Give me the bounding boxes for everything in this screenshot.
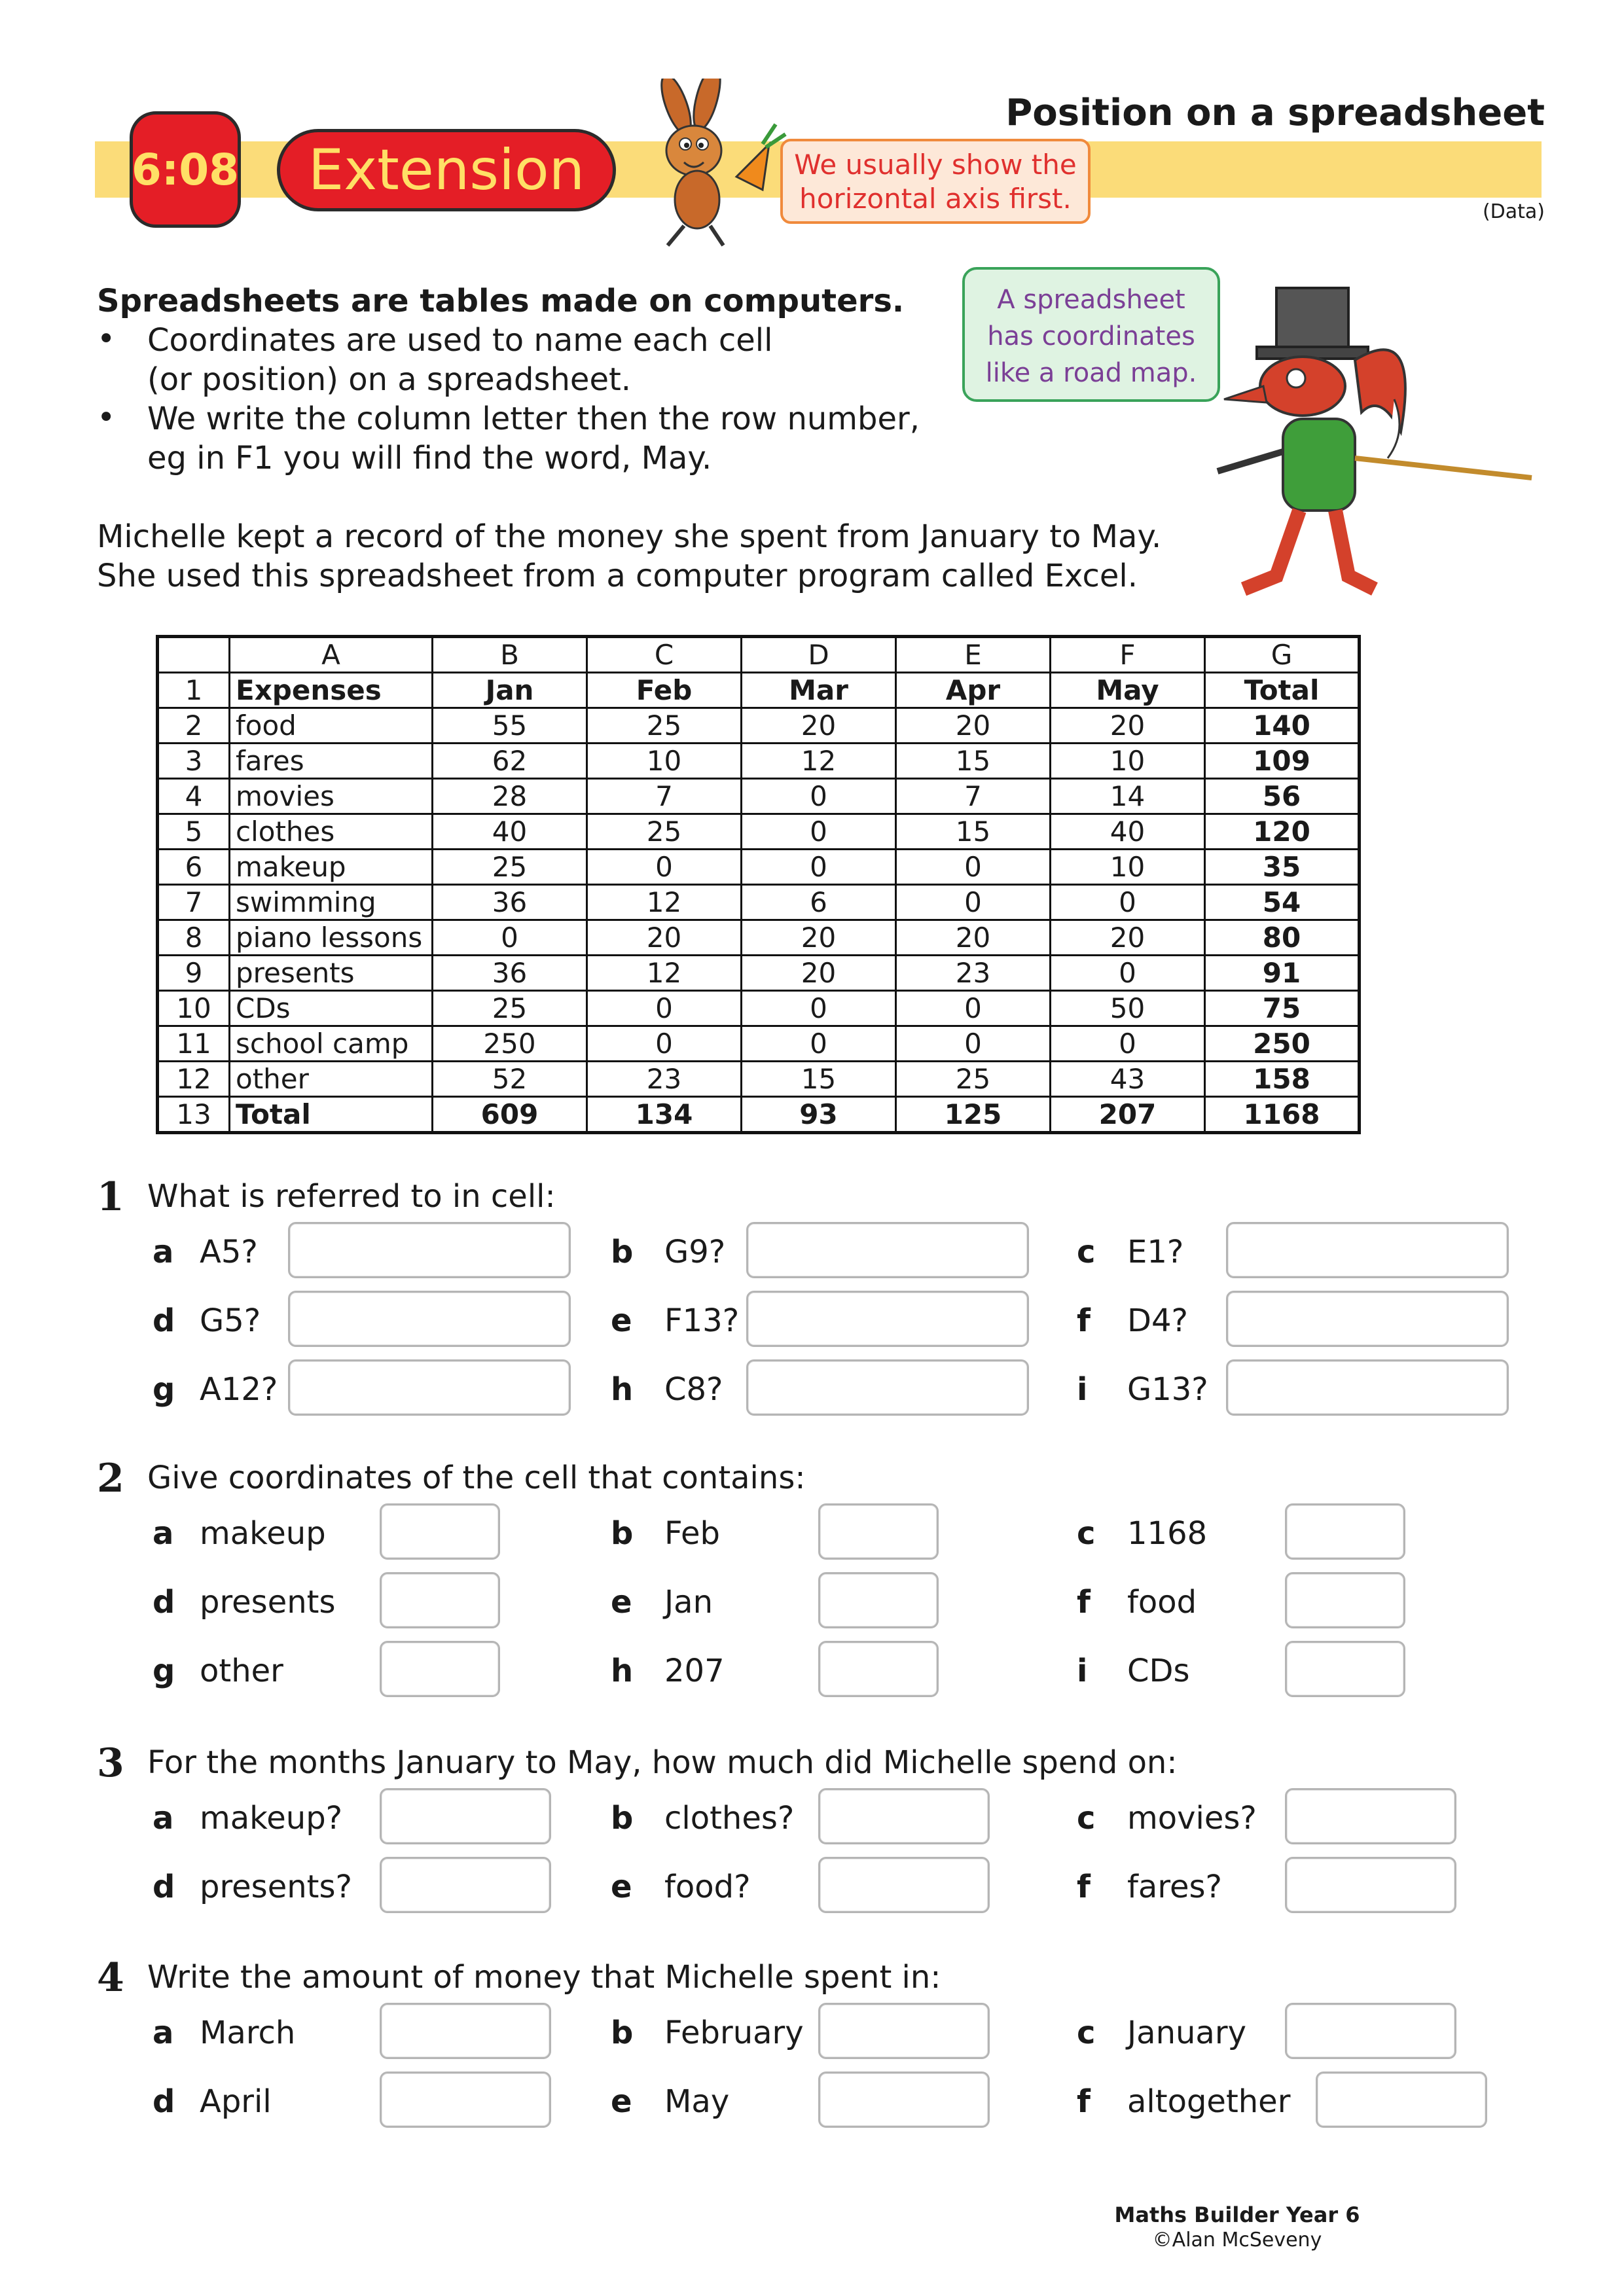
spreadsheet-cell: 0: [587, 991, 742, 1026]
question-part-letter: b: [611, 1800, 634, 1837]
spreadsheet-cell: 36: [433, 956, 587, 991]
column-letter-cell: C: [587, 637, 742, 673]
intro-paragraph-line: Michelle kept a record of the money she spent from January to May.: [97, 518, 1162, 555]
question-part-letter: i: [1077, 1371, 1088, 1408]
spreadsheet-cell: Feb: [587, 673, 742, 708]
spreadsheet-cell: 0: [1051, 885, 1205, 920]
question-part-text: fares?: [1127, 1869, 1223, 1905]
answer-box[interactable]: [818, 1572, 939, 1628]
rabbit-mascot-illustration: [638, 79, 789, 249]
question-text: What is referred to in cell:: [147, 1178, 556, 1215]
spreadsheet-cell: Mar: [742, 673, 896, 708]
answer-box[interactable]: [380, 2003, 551, 2059]
question-part-text: G5?: [200, 1302, 261, 1339]
question-part-letter: b: [611, 1515, 634, 1552]
question-part-letter: f: [1077, 1869, 1091, 1905]
spreadsheet-cell: 20: [587, 920, 742, 956]
spreadsheet-cell: 0: [742, 991, 896, 1026]
footer-author: ©Alan McSeveny: [1152, 2229, 1322, 2251]
question-number: 1: [97, 1174, 124, 1220]
bullet-line: We write the column letter then the row number,: [147, 401, 920, 437]
answer-box[interactable]: [818, 1857, 990, 1913]
question-number: 4: [97, 1955, 124, 2001]
question-part-text: Jan: [664, 1584, 713, 1621]
spreadsheet-cell: 125: [896, 1097, 1051, 1133]
spreadsheet-cell: 7: [896, 779, 1051, 814]
question-part-text: A5?: [200, 1234, 258, 1270]
question-part-letter: e: [611, 2083, 632, 2120]
spreadsheet-cell: 25: [587, 708, 742, 744]
row-number-cell: 8: [158, 920, 230, 956]
spreadsheet-cell: 0: [587, 1026, 742, 1062]
fox-speech-bubble: [962, 267, 1220, 402]
question-part-letter: d: [153, 1302, 175, 1339]
row-number-cell: 5: [158, 814, 230, 850]
spreadsheet-cell: Expenses: [230, 673, 433, 708]
question-part-text: makeup?: [200, 1800, 343, 1837]
spreadsheet-row: [158, 744, 1360, 779]
lesson-number-badge: 6:08: [130, 111, 241, 228]
spreadsheet-cell: school camp: [230, 1026, 433, 1062]
spreadsheet-cell: 12: [742, 744, 896, 779]
spreadsheet-row: [158, 850, 1360, 885]
spreadsheet-cell: Total: [1205, 673, 1360, 708]
spreadsheet-cell: May: [1051, 673, 1205, 708]
spreadsheet-row: [158, 1097, 1360, 1133]
spreadsheet-cell: CDs: [230, 991, 433, 1026]
column-letter-cell: B: [433, 637, 587, 673]
answer-box[interactable]: [288, 1222, 571, 1278]
question-part-letter: d: [153, 1584, 175, 1621]
question-part-text: 1168: [1127, 1515, 1208, 1552]
question-part-letter: f: [1077, 1584, 1091, 1621]
rabbit-speech-line: horizontal axis first.: [799, 183, 1072, 215]
spreadsheet-cell: 12: [587, 885, 742, 920]
spreadsheet-cell: 0: [896, 850, 1051, 885]
spreadsheet-row: [158, 885, 1360, 920]
answer-box[interactable]: [818, 2003, 990, 2059]
question-part-text: April: [200, 2083, 272, 2120]
spreadsheet-table: [156, 635, 1361, 1134]
spreadsheet-row: [158, 956, 1360, 991]
question-part-letter: g: [153, 1371, 175, 1408]
bullet-dot: •: [97, 321, 116, 357]
question-part-letter: h: [611, 1371, 634, 1408]
answer-box[interactable]: [818, 1641, 939, 1697]
spreadsheet-cell: 80: [1205, 920, 1360, 956]
bullet-line: (or position) on a spreadsheet.: [147, 361, 632, 398]
strand-label: (Data): [1482, 200, 1545, 223]
question-part-letter: e: [611, 1584, 632, 1621]
question-part-text: E1?: [1127, 1234, 1184, 1270]
row-number-cell: 1: [158, 673, 230, 708]
spreadsheet-cell: 0: [742, 814, 896, 850]
spreadsheet-cell: 250: [433, 1026, 587, 1062]
footer-book-title: Maths Builder Year 6: [1114, 2202, 1360, 2227]
spreadsheet-cell: Total: [230, 1097, 433, 1133]
answer-box[interactable]: [1285, 1503, 1405, 1560]
spreadsheet-cell: 0: [742, 1026, 896, 1062]
question-part-letter: b: [611, 2015, 634, 2051]
spreadsheet-row: [158, 779, 1360, 814]
spreadsheet-cell: fares: [230, 744, 433, 779]
spreadsheet-cell: 0: [742, 779, 896, 814]
question-part-letter: a: [153, 1800, 174, 1837]
row-number-cell: 7: [158, 885, 230, 920]
spreadsheet-cell: 140: [1205, 708, 1360, 744]
spreadsheet-cell: 52: [433, 1062, 587, 1097]
question-part-text: May: [664, 2083, 730, 2120]
row-number-cell: 13: [158, 1097, 230, 1133]
spreadsheet-cell: 20: [1051, 708, 1205, 744]
spreadsheet-cell: 207: [1051, 1097, 1205, 1133]
question-part-text: D4?: [1127, 1302, 1188, 1339]
column-letter-cell: A: [230, 637, 433, 673]
bullet-dot: •: [97, 399, 116, 436]
spreadsheet-cell: 40: [1051, 814, 1205, 850]
answer-box[interactable]: [746, 1359, 1029, 1416]
question-part-text: CDs: [1127, 1653, 1190, 1689]
question-part-text: G9?: [664, 1234, 726, 1270]
question-part-text: clothes?: [664, 1800, 795, 1837]
intro-paragraph-line: She used this spreadsheet from a computer program called Excel.: [97, 558, 1138, 594]
question-number: 2: [97, 1456, 124, 1501]
question-part-text: other: [200, 1653, 283, 1689]
spreadsheet-cell: 0: [742, 850, 896, 885]
question-part-letter: f: [1077, 1302, 1091, 1339]
answer-box[interactable]: [818, 2072, 990, 2128]
spreadsheet-cell: 0: [1051, 1026, 1205, 1062]
row-number-cell: 11: [158, 1026, 230, 1062]
question-part-letter: e: [611, 1302, 632, 1339]
spreadsheet-cell: 20: [896, 920, 1051, 956]
spreadsheet-cell: 20: [742, 708, 896, 744]
spreadsheet-cell: 20: [742, 956, 896, 991]
answer-box[interactable]: [1226, 1359, 1509, 1416]
question-part-text: presents?: [200, 1869, 352, 1905]
question-part-letter: b: [611, 1234, 634, 1270]
answer-box[interactable]: [818, 1788, 990, 1844]
question-part-text: food: [1127, 1584, 1197, 1621]
answer-box[interactable]: [380, 1788, 551, 1844]
question-part-text: G13?: [1127, 1371, 1208, 1408]
answer-box[interactable]: [1285, 1641, 1405, 1697]
question-part-text: food?: [664, 1869, 751, 1905]
spreadsheet-row: [158, 991, 1360, 1026]
answer-box[interactable]: [818, 1503, 939, 1560]
question-part-text: C8?: [664, 1371, 723, 1408]
answer-box[interactable]: [380, 1857, 551, 1913]
spreadsheet-cell: 56: [1205, 779, 1360, 814]
spreadsheet-cell: 50: [1051, 991, 1205, 1026]
column-letter-cell: D: [742, 637, 896, 673]
spreadsheet-cell: 40: [433, 814, 587, 850]
spreadsheet-cell: makeup: [230, 850, 433, 885]
bullet-line: Coordinates are used to name each cell: [147, 322, 773, 359]
question-part-letter: e: [611, 1869, 632, 1905]
spreadsheet-cell: 7: [587, 779, 742, 814]
spreadsheet-cell: 91: [1205, 956, 1360, 991]
spreadsheet-cell: 134: [587, 1097, 742, 1133]
spreadsheet-cell: other: [230, 1062, 433, 1097]
spreadsheet-cell: 43: [1051, 1062, 1205, 1097]
spreadsheet-cell: piano lessons: [230, 920, 433, 956]
spreadsheet-cell: 35: [1205, 850, 1360, 885]
question-text: Write the amount of money that Michelle spent in:: [147, 1959, 941, 1996]
spreadsheet-cell: Apr: [896, 673, 1051, 708]
spreadsheet-cell: 12: [587, 956, 742, 991]
question-part-text: March: [200, 2015, 296, 2051]
question-text: For the months January to May, how much did Michelle spend on:: [147, 1744, 1178, 1781]
spreadsheet-cell: 6: [742, 885, 896, 920]
spreadsheet-cell: 25: [433, 991, 587, 1026]
answer-box[interactable]: [746, 1222, 1029, 1278]
question-part-text: movies?: [1127, 1800, 1257, 1837]
spreadsheet-cell: 0: [896, 991, 1051, 1026]
intro-heading: Spreadsheets are tables made on computers.: [97, 283, 905, 319]
spreadsheet-cell: 20: [1051, 920, 1205, 956]
extension-label: Extension: [277, 129, 616, 211]
spreadsheet-cell: 25: [896, 1062, 1051, 1097]
fox-speech-line: A spreadsheet: [997, 285, 1185, 315]
row-number-cell: 3: [158, 744, 230, 779]
question-part-letter: a: [153, 2015, 174, 2051]
column-letter-cell: [158, 637, 230, 673]
question-part-letter: i: [1077, 1653, 1088, 1689]
column-letter-row: [158, 637, 1360, 673]
spreadsheet-cell: 250: [1205, 1026, 1360, 1062]
spreadsheet-cell: food: [230, 708, 433, 744]
spreadsheet-cell: 14: [1051, 779, 1205, 814]
question-part-text: F13?: [664, 1302, 740, 1339]
spreadsheet-cell: 0: [896, 1026, 1051, 1062]
column-letter-cell: F: [1051, 637, 1205, 673]
spreadsheet-cell: clothes: [230, 814, 433, 850]
question-number: 3: [97, 1740, 124, 1786]
answer-box[interactable]: [380, 2072, 551, 2128]
spreadsheet-cell: 20: [896, 708, 1051, 744]
spreadsheet-cell: 23: [587, 1062, 742, 1097]
spreadsheet-cell: presents: [230, 956, 433, 991]
spreadsheet-cell: 10: [587, 744, 742, 779]
spreadsheet-row: [158, 708, 1360, 744]
spreadsheet-row: [158, 673, 1360, 708]
spreadsheet-cell: 0: [433, 920, 587, 956]
question-part-letter: c: [1077, 1515, 1096, 1552]
spreadsheet-cell: 10: [1051, 744, 1205, 779]
spreadsheet-cell: 23: [896, 956, 1051, 991]
row-number-cell: 9: [158, 956, 230, 991]
answer-box[interactable]: [1316, 2072, 1487, 2128]
question-part-text: altogether: [1127, 2083, 1291, 2120]
column-letter-cell: G: [1205, 637, 1360, 673]
spreadsheet-cell: 93: [742, 1097, 896, 1133]
answer-box[interactable]: [1226, 1222, 1509, 1278]
spreadsheet-cell: 0: [896, 885, 1051, 920]
spreadsheet-cell: 15: [896, 744, 1051, 779]
fox-speech-line: like a road map.: [985, 358, 1197, 388]
answer-box[interactable]: [746, 1291, 1029, 1347]
row-number-cell: 4: [158, 779, 230, 814]
spreadsheet-cell: 0: [1051, 956, 1205, 991]
row-number-cell: 12: [158, 1062, 230, 1097]
question-part-text: January: [1127, 2015, 1246, 2051]
spreadsheet-cell: 25: [433, 850, 587, 885]
fox-speech-line: has coordinates: [987, 321, 1195, 351]
spreadsheet-cell: 15: [742, 1062, 896, 1097]
spreadsheet-cell: 75: [1205, 991, 1360, 1026]
answer-box[interactable]: [380, 1641, 500, 1697]
row-number-cell: 6: [158, 850, 230, 885]
question-part-letter: c: [1077, 1800, 1096, 1837]
rabbit-speech-line: We usually show the: [794, 149, 1077, 181]
answer-box[interactable]: [1285, 1857, 1456, 1913]
answer-box[interactable]: [1285, 1788, 1456, 1844]
question-part-text: February: [664, 2015, 804, 2051]
answer-box[interactable]: [1285, 2003, 1456, 2059]
question-part-letter: g: [153, 1653, 175, 1689]
spreadsheet-cell: 10: [1051, 850, 1205, 885]
question-part-text: Feb: [664, 1515, 720, 1552]
rabbit-speech-bubble: [780, 139, 1091, 224]
spreadsheet-cell: 28: [433, 779, 587, 814]
question-text: Give coordinates of the cell that contains:: [147, 1460, 806, 1496]
question-part-letter: d: [153, 2083, 175, 2120]
spreadsheet-cell: 25: [587, 814, 742, 850]
question-part-letter: a: [153, 1515, 174, 1552]
answer-box[interactable]: [288, 1291, 571, 1347]
question-part-text: A12?: [200, 1371, 278, 1408]
question-part-text: makeup: [200, 1515, 326, 1552]
spreadsheet-cell: 1168: [1205, 1097, 1360, 1133]
spreadsheet-cell: movies: [230, 779, 433, 814]
spreadsheet-cell: Jan: [433, 673, 587, 708]
answer-box[interactable]: [380, 1503, 500, 1560]
spreadsheet-cell: 54: [1205, 885, 1360, 920]
answer-box[interactable]: [1285, 1572, 1405, 1628]
spreadsheet-row: [158, 1062, 1360, 1097]
spreadsheet-cell: swimming: [230, 885, 433, 920]
question-part-letter: h: [611, 1653, 634, 1689]
spreadsheet-cell: 0: [587, 850, 742, 885]
spreadsheet-row: [158, 1026, 1360, 1062]
question-part-letter: c: [1077, 2015, 1096, 2051]
spreadsheet-cell: 20: [742, 920, 896, 956]
spreadsheet-cell: 36: [433, 885, 587, 920]
row-number-cell: 2: [158, 708, 230, 744]
page-title: Position on a spreadsheet: [1005, 92, 1545, 134]
spreadsheet-cell: 609: [433, 1097, 587, 1133]
question-part-letter: d: [153, 1869, 175, 1905]
answer-box[interactable]: [288, 1359, 571, 1416]
spreadsheet-cell: 15: [896, 814, 1051, 850]
question-part-text: presents: [200, 1584, 336, 1621]
fox-mascot-illustration: [1204, 262, 1545, 609]
bullet-line: eg in F1 you will find the word, May.: [147, 440, 712, 476]
spreadsheet-row: [158, 920, 1360, 956]
column-letter-cell: E: [896, 637, 1051, 673]
answer-box[interactable]: [1226, 1291, 1509, 1347]
spreadsheet-row: [158, 814, 1360, 850]
spreadsheet-cell: 158: [1205, 1062, 1360, 1097]
spreadsheet-cell: 109: [1205, 744, 1360, 779]
spreadsheet-cell: 120: [1205, 814, 1360, 850]
row-number-cell: 10: [158, 991, 230, 1026]
answer-box[interactable]: [380, 1572, 500, 1628]
spreadsheet-cell: 55: [433, 708, 587, 744]
question-part-letter: c: [1077, 1234, 1096, 1270]
question-part-letter: f: [1077, 2083, 1091, 2120]
question-part-text: 207: [664, 1653, 725, 1689]
question-part-letter: a: [153, 1234, 174, 1270]
spreadsheet-cell: 62: [433, 744, 587, 779]
